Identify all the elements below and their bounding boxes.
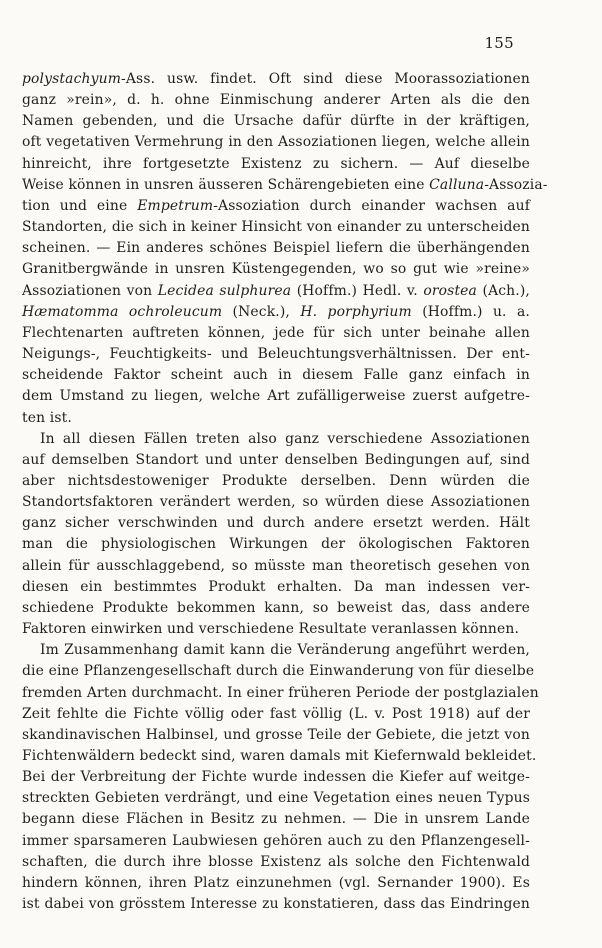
text-run: In all diesen Fällen treten also ganz verschiedene Assoziationen	[40, 430, 530, 447]
text-line	[22, 852, 530, 873]
text-line	[22, 386, 530, 407]
text-run: hinreicht, ihre fortgesetzte Existenz zu sichern. — Auf dieselbe	[22, 155, 530, 172]
text-run: Fichtenwäldern bedeckt sind, waren damals mit Kiefernwald bekleidet.	[22, 748, 537, 764]
text-line	[22, 661, 535, 682]
text-line	[22, 831, 530, 852]
text-run: scheidende Faktor scheint auch in diesem Falle ganz einfach in	[22, 367, 530, 384]
text-run: ist dabei von grösstem Interesse zu konstatieren, dass das Eindringen	[22, 896, 530, 913]
text-line	[22, 513, 530, 534]
italic-text: polystachyum	[22, 71, 122, 87]
text-line	[22, 767, 530, 788]
page-number: 155	[484, 34, 514, 52]
italic-text: Empetrum	[137, 197, 214, 214]
text-line	[22, 471, 530, 492]
text-run: oft vegetativen Vermehrung in den Assoziationen liegen, welche allein	[22, 134, 530, 151]
text-run: Neigungs-, Feuchtigkeits- und Beleuchtungsverhältnissen. Der ent-	[22, 346, 530, 363]
text-line	[22, 302, 530, 323]
text-run: Standortsfaktoren verändert werden, so würden diese Assoziationen	[22, 494, 530, 511]
text-line	[22, 344, 530, 365]
text-run: Faktoren einwirken und verschiedene Resultate veranlassen können.	[22, 621, 520, 638]
text-run: allein für ausschlaggebend, so müsste man theoretisch gesehen von	[22, 557, 530, 574]
text-line	[22, 450, 530, 471]
text-run: skandinavischen Halbinsel, und grosse Teile der Gebiete, die jetzt von	[22, 726, 530, 743]
text-run: ten ist.	[22, 409, 72, 426]
text-run: (Ach.),	[477, 282, 530, 299]
text-line	[22, 408, 530, 429]
text-line	[22, 154, 530, 175]
text-line	[22, 725, 530, 746]
text-line	[22, 746, 537, 767]
text-run: -Assoziation durch einander wachsen auf	[213, 197, 530, 214]
text-run: schiedene Produkte bekommen kann, so beweist das, dass andere	[22, 599, 530, 616]
text-run: tion und eine	[22, 197, 138, 214]
italic-text: Lecidea sulphurea	[157, 282, 292, 299]
italic-text: orostea	[423, 282, 477, 299]
text-line	[22, 788, 530, 809]
text-run: fremden Arten durchmacht. In einer früheren Periode der postglazialen	[22, 684, 539, 701]
text-run: hindern können, ihren Platz einzunehmen (vgl. Sernander 1900). Es	[22, 874, 530, 891]
text-line	[22, 894, 530, 915]
text-run: schaften, die durch ihre blosse Existenz als solche den Fichtenwald	[22, 853, 530, 870]
text-run: Assoziationen von	[22, 282, 158, 299]
text-line	[22, 492, 530, 513]
text-run: (Neck.),	[222, 303, 301, 320]
text-run: auf demselben Standort und unter denselben Bedingungen auf, sind	[22, 451, 530, 468]
text-run: Granitbergwände in unsren Küstengegenden, wo so gut wie »reine»	[22, 261, 530, 278]
body-text	[22, 69, 548, 915]
text-run: aber nichtsdestoweniger Produkte derselben. Denn würden die	[22, 472, 530, 489]
text-run: streckten Gebieten verdrängt, und eine Vegetation eines neuen Typus	[22, 790, 530, 807]
italic-text: Hæmatomma ochroleucum	[22, 303, 223, 320]
text-line	[22, 873, 530, 894]
text-run: ganz »rein», d. h. ohne Einmischung anderer Arten als die den	[22, 92, 530, 109]
text-run: diesen ein bestimmtes Produkt erhalten. Da man indessen ver-	[22, 578, 530, 595]
text-run: -Ass. usw. findet. Oft sind diese Moorassoziationen	[121, 71, 530, 87]
text-line	[22, 556, 530, 577]
text-line	[22, 640, 530, 661]
text-run: Namen gebenden, und die Ursache dafür dürfte in der kräftigen,	[22, 113, 530, 130]
text-run: Zeit fehlte die Fichte völlig oder fast völlig (L. v. Post 1918) auf der	[22, 705, 530, 722]
text-line	[22, 429, 530, 450]
text-line	[22, 259, 530, 280]
text-line	[22, 365, 530, 386]
text-line	[22, 577, 530, 598]
text-run: (Hoffm.) Hedl. v.	[291, 282, 424, 299]
text-run: die eine Pflanzengesellschaft durch die Einwanderung von für dieselbe	[22, 663, 535, 680]
text-line	[22, 238, 530, 259]
text-line	[22, 683, 539, 704]
text-run: (Hoffm.) u. a.	[411, 303, 530, 320]
text-run: begann diese Flächen in Besitz zu nehmen. — Die in unsrem Lande	[22, 811, 530, 828]
text-run: Flechtenarten auftreten können, jede für sich unter beinahe allen	[22, 324, 530, 341]
text-line	[22, 111, 530, 132]
text-run: man die physiologischen Wirkungen der ökologischen Faktoren	[22, 536, 530, 553]
text-run: -Assozia-	[484, 176, 548, 193]
text-line	[22, 598, 530, 619]
text-line	[22, 132, 530, 153]
text-run: scheinen. — Ein anderes schönes Beispiel liefern die überhängenden	[22, 240, 530, 257]
text-line	[22, 619, 530, 640]
text-run: dem Umstand zu liegen, welche Art zufälligerweise zuerst aufgetre-	[22, 388, 530, 405]
text-line	[22, 217, 530, 238]
italic-text: H. porphyrium	[300, 303, 412, 320]
text-run: Im Zusammenhang damit kann die Veränderung angeführt werden,	[40, 642, 530, 659]
italic-text: Calluna	[429, 176, 485, 193]
text-line	[22, 323, 530, 344]
text-line	[22, 534, 530, 555]
text-line	[22, 69, 530, 90]
text-line	[22, 281, 530, 302]
text-line	[22, 90, 530, 111]
text-line	[22, 704, 530, 725]
text-run: Weise können in unsren äusseren Schärengebieten eine	[22, 176, 430, 193]
text-run: immer sparsameren Laubwiesen gehören auch zu den Pflanzengesell-	[22, 832, 530, 849]
text-line	[22, 175, 548, 196]
text-run: Standorten, die sich in keiner Hinsicht von einander zu unterscheiden	[22, 219, 530, 236]
text-run: Bei der Verbreitung der Fichte wurde indessen die Kiefer auf weitge-	[22, 769, 530, 786]
text-line	[22, 196, 530, 217]
text-run: ganz sicher verschwinden und durch andere ersetzt werden. Hält	[22, 515, 530, 532]
text-line	[22, 809, 530, 830]
